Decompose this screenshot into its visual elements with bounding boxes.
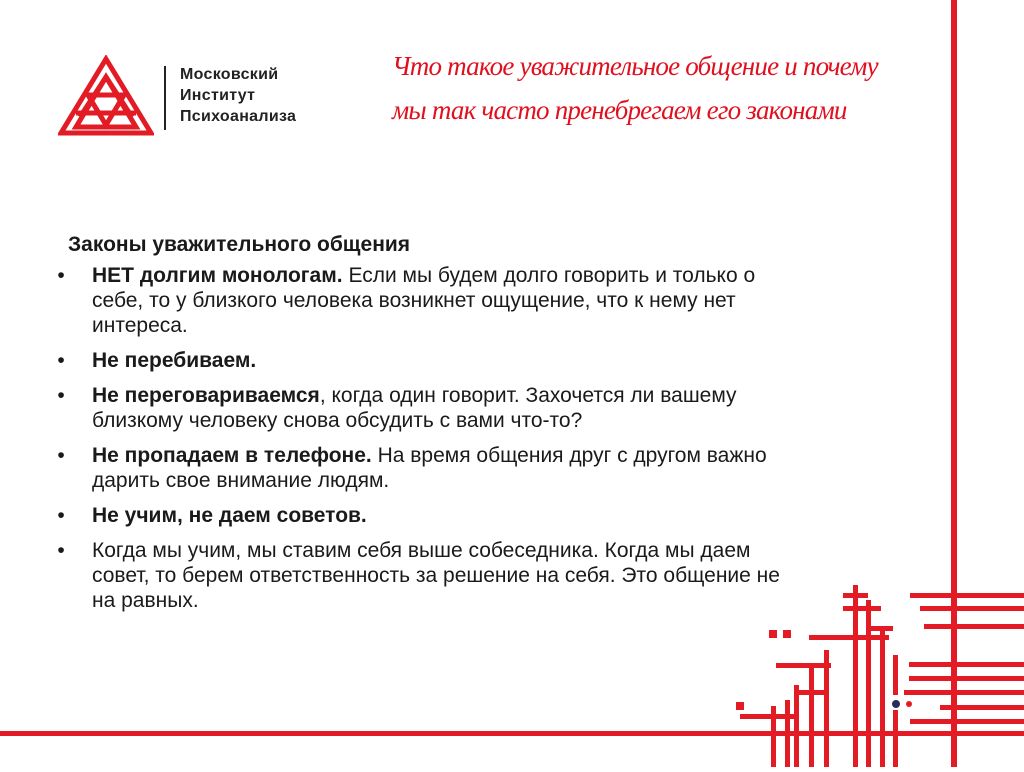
logo-line-1: Московский bbox=[180, 66, 279, 83]
bullet-bold-text: Не пропадаем в телефоне. bbox=[92, 444, 372, 467]
institute-logo-icon bbox=[58, 55, 154, 137]
bullet-text: На время общения друг с другом важно дарить свое внимание людям. bbox=[92, 444, 767, 492]
bullet-dot-icon: • bbox=[57, 349, 65, 372]
bullet-dot-icon: • bbox=[57, 444, 65, 467]
logo-text bbox=[180, 64, 296, 127]
section-heading: Законы уважительного общения bbox=[68, 233, 411, 256]
frame-line-right bbox=[951, 0, 957, 767]
logo-line-3: Психоанализа bbox=[180, 108, 297, 125]
bullet-dot-icon: • bbox=[57, 504, 65, 527]
bullet-item bbox=[54, 348, 784, 373]
bullet-text: Если мы будем долго говорить и только о себе, то у близкого человека возникнет ощущение, что к нему нет интереса. bbox=[92, 264, 756, 337]
logo-divider bbox=[164, 66, 166, 130]
title-line-2: мы так часто пренебрегаем его законами bbox=[392, 95, 847, 125]
bullet-item bbox=[54, 503, 784, 528]
bullet-text: Когда мы учим, мы ставим себя выше собеседника. Когда мы даем совет, то берем ответственность за решение на себя. Это общение не на равных. bbox=[92, 539, 780, 612]
bullet-dot-icon: • bbox=[57, 264, 65, 287]
frame-line-bottom bbox=[0, 731, 1024, 736]
bullet-dot-icon: • bbox=[57, 539, 65, 562]
bullet-text: , когда один говорит. Захочется ли вашему близкому человеку снова обсудить с вами что-то? bbox=[92, 384, 737, 432]
bullet-list bbox=[54, 263, 784, 613]
bullet-bold-text: Не перебиваем. bbox=[92, 349, 257, 372]
bullet-item bbox=[54, 263, 784, 338]
slide-content bbox=[54, 232, 784, 623]
logo-line-2: Институт bbox=[180, 87, 256, 104]
bullet-bold-text: Не учим, не даем советов. bbox=[92, 504, 367, 527]
title-line-1: Что такое уважительное общение и почему bbox=[392, 51, 878, 81]
bullet-item bbox=[54, 383, 784, 433]
bullet-item bbox=[54, 443, 784, 493]
bullet-dot-icon: • bbox=[57, 384, 65, 407]
bullet-item bbox=[54, 538, 784, 613]
bullet-bold-text: НЕТ долгим монологам. bbox=[92, 264, 343, 287]
slide-title bbox=[392, 44, 952, 132]
bullet-bold-text: Не переговариваемся bbox=[92, 384, 320, 407]
